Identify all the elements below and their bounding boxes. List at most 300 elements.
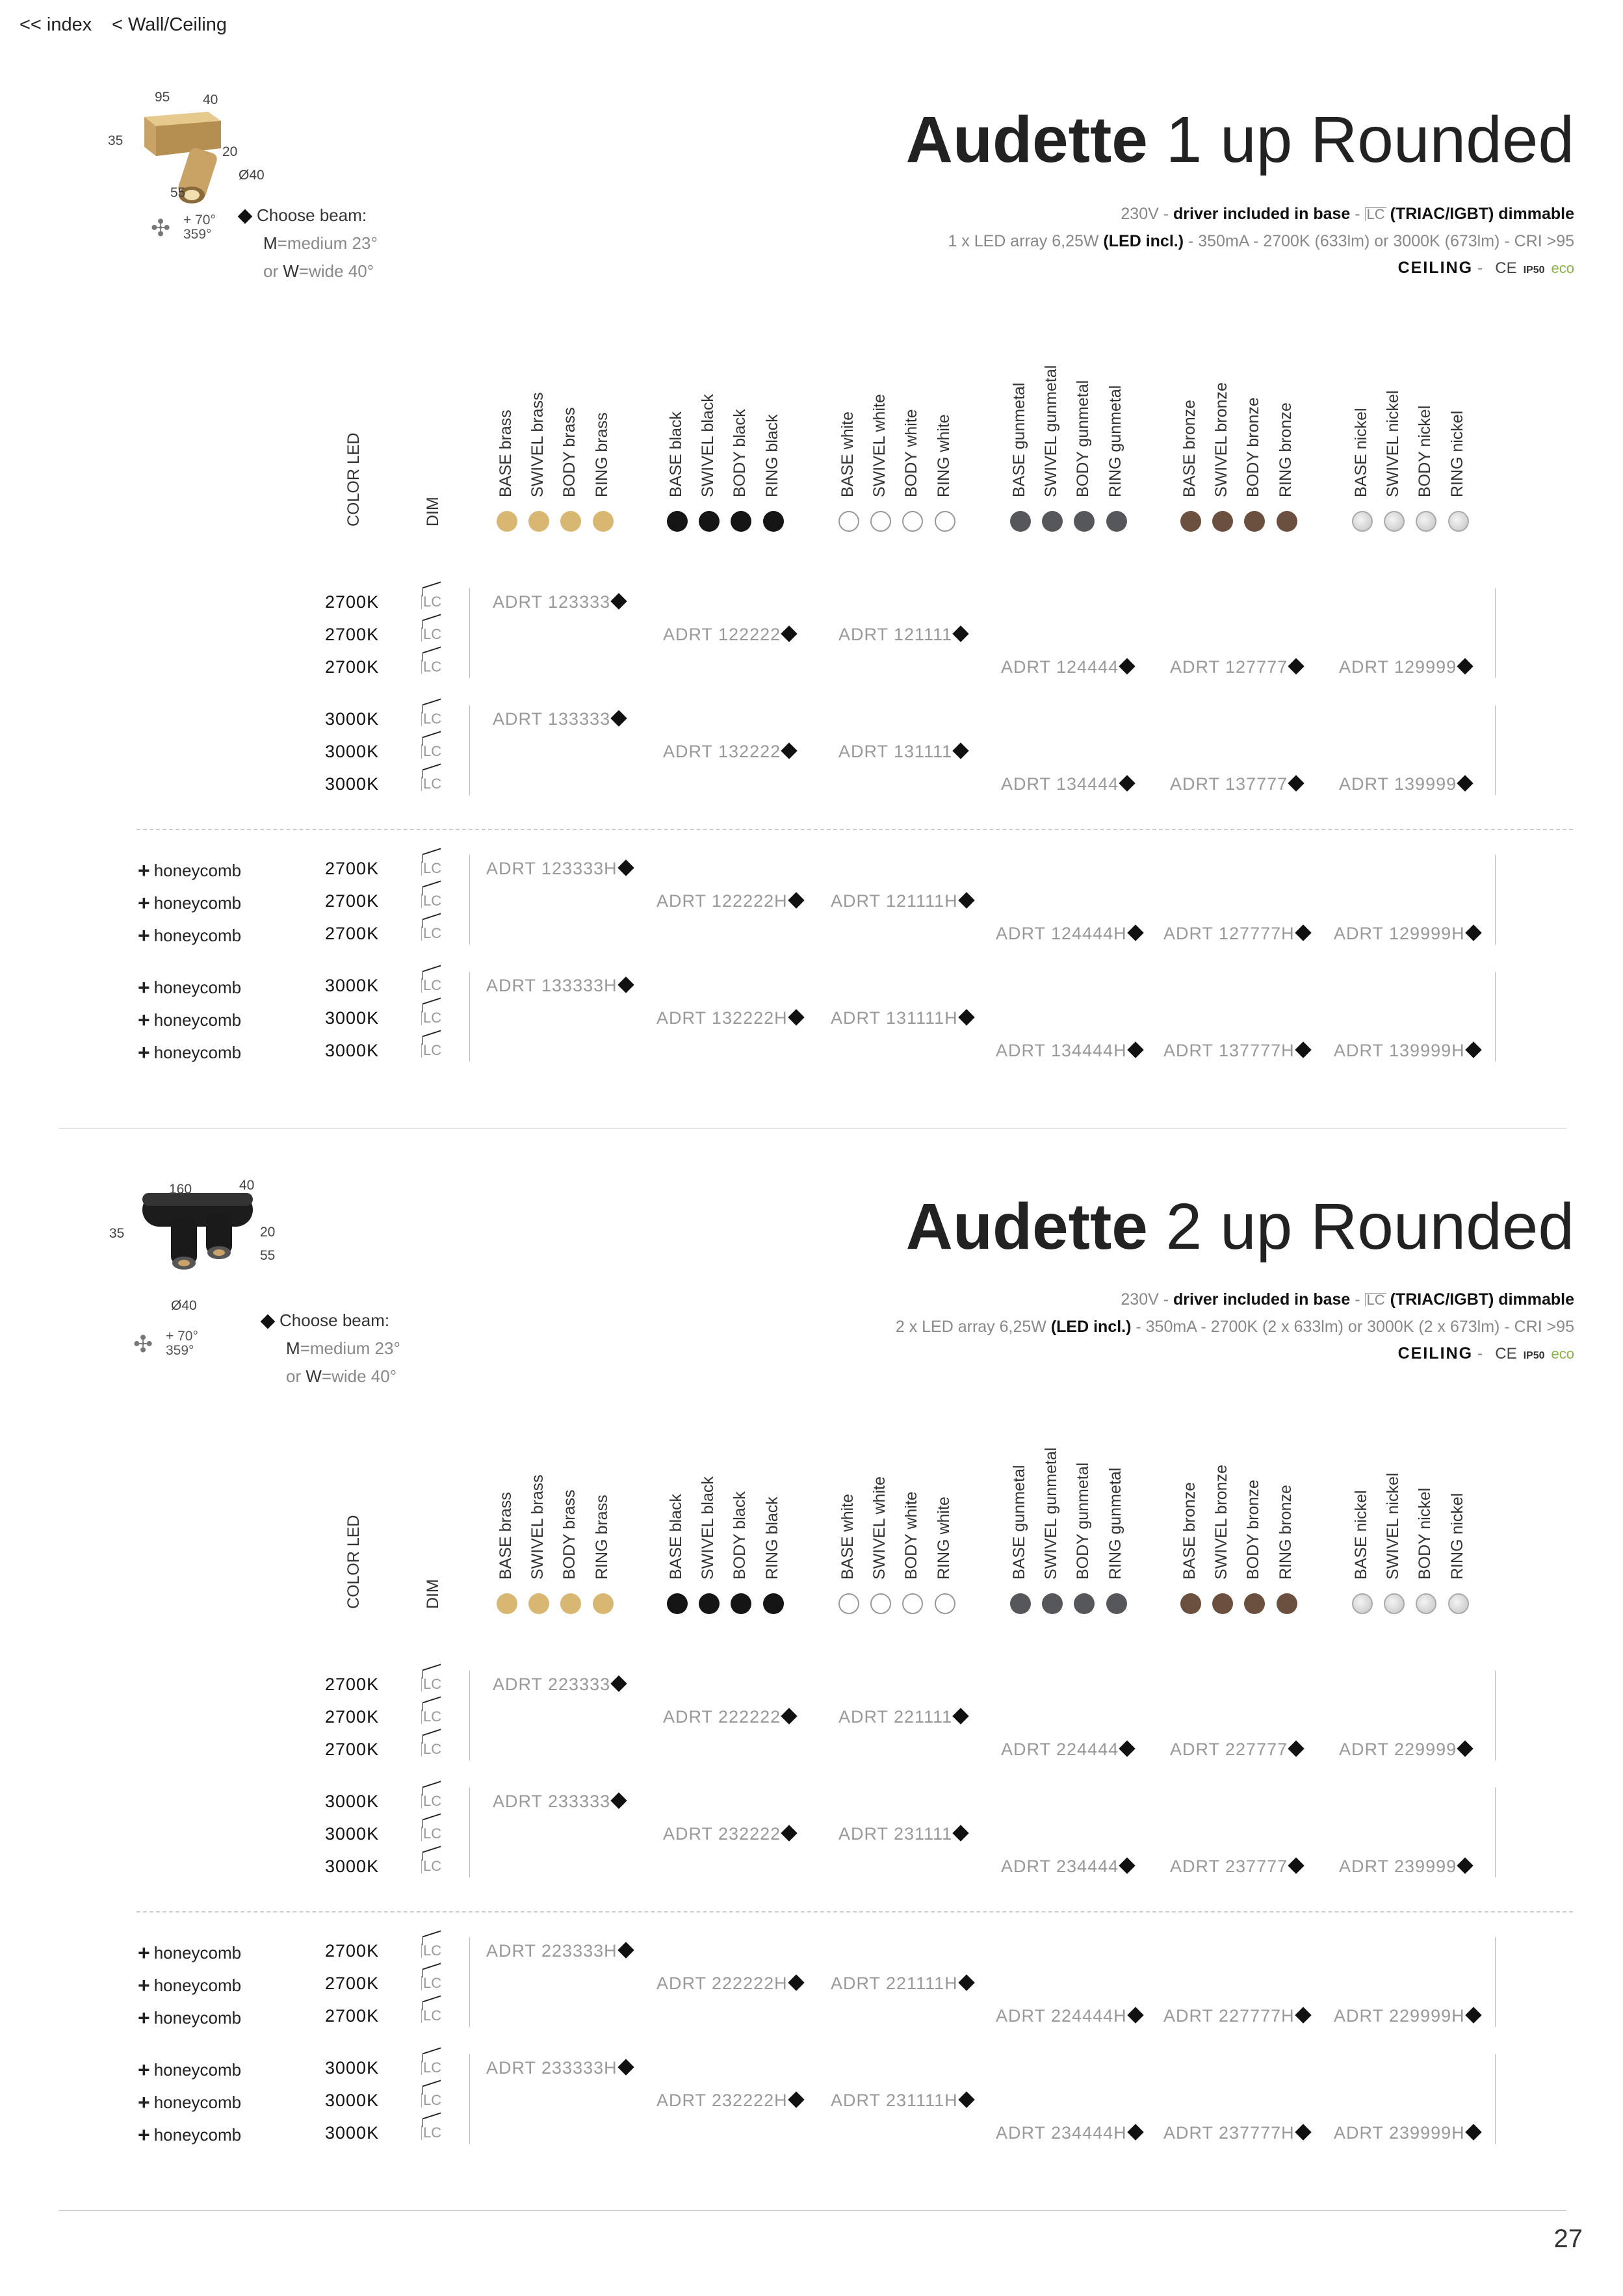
article-code[interactable] xyxy=(1163,1041,1309,1061)
swatch-bronze xyxy=(1277,1593,1297,1614)
honeycomb-text: honeycomb xyxy=(153,1010,242,1030)
lc-icon: LC xyxy=(1365,1293,1386,1307)
swatch-bronze xyxy=(1212,1593,1233,1614)
diamond-icon xyxy=(610,1675,627,1691)
swatch-brass xyxy=(497,1593,517,1614)
header-black-1: SWIVEL black xyxy=(699,1476,717,1580)
lc-dim-text: LC xyxy=(421,1827,441,1841)
spec-part: 2 x LED array 6,25W xyxy=(895,1318,1051,1336)
spec-led xyxy=(896,1318,1574,1337)
article-code[interactable] xyxy=(493,1792,625,1812)
product-title-bold: Audette xyxy=(905,103,1148,176)
article-code[interactable] xyxy=(663,1824,795,1844)
header-nickel-2: BODY nickel xyxy=(1416,1487,1434,1580)
article-code[interactable] xyxy=(656,891,802,911)
plus-icon: + xyxy=(138,1941,150,1964)
plus-icon: + xyxy=(138,976,150,999)
header-gunmetal-2: BODY gunmetal xyxy=(1074,1462,1092,1580)
swatch-black xyxy=(699,511,720,532)
article-code[interactable] xyxy=(838,742,967,762)
header-white-2: BODY white xyxy=(902,1491,920,1580)
article-code[interactable] xyxy=(838,625,967,645)
article-code[interactable] xyxy=(493,1675,625,1695)
article-code-text: ADRT 133333 xyxy=(493,709,611,729)
spec-ceiling: CEILING xyxy=(1397,259,1474,277)
diamond-icon xyxy=(952,742,968,759)
color-temperature: 3000K xyxy=(325,1857,380,1876)
article-code-text: ADRT 131111H xyxy=(831,1008,958,1028)
honeycomb-text: honeycomb xyxy=(153,2060,242,2080)
lc-dim-icon xyxy=(421,1849,442,1877)
diamond-icon xyxy=(781,625,797,642)
article-code[interactable] xyxy=(656,2091,802,2111)
article-code-text: ADRT 133333H xyxy=(486,976,617,995)
color-temperature: 3000K xyxy=(325,2123,380,2143)
header-bronze-0: BASE bronze xyxy=(1180,399,1199,497)
article-code[interactable] xyxy=(1334,2123,1479,2143)
lc-dim-icon xyxy=(421,1816,442,1845)
article-code[interactable] xyxy=(996,1041,1141,1061)
article-code[interactable] xyxy=(1170,657,1302,677)
header-nickel-2: BODY nickel xyxy=(1416,405,1434,497)
swatch-nickel xyxy=(1448,511,1469,532)
article-code[interactable] xyxy=(996,924,1141,944)
diamond-icon xyxy=(238,209,253,224)
header-bronze-2: BODY bronze xyxy=(1244,397,1262,497)
honeycomb-separator xyxy=(136,1911,1573,1912)
header-brass-0: BASE brass xyxy=(497,410,515,497)
plus-icon: + xyxy=(138,859,150,882)
spec-led-incl: (LED incl.) xyxy=(1103,232,1184,250)
lc-dim-icon xyxy=(421,649,442,678)
article-code-text: ADRT 223333H xyxy=(486,1941,617,1961)
spec-driver: driver included in base xyxy=(1173,1290,1351,1309)
color-temperature: 2700K xyxy=(325,1675,380,1694)
lc-dim-text: LC xyxy=(421,1859,441,1873)
group-divider-left xyxy=(469,588,470,678)
swatch-brass xyxy=(497,511,517,532)
article-code[interactable] xyxy=(1339,774,1471,794)
beam-options xyxy=(237,202,378,285)
color-temperature: 2700K xyxy=(325,891,380,911)
group-divider-left xyxy=(469,2054,470,2144)
page-number: 27 xyxy=(1553,2224,1583,2253)
article-code[interactable] xyxy=(1170,1857,1302,1877)
honeycomb-label xyxy=(138,976,241,1000)
diamond-icon xyxy=(1295,924,1311,941)
plus-icon: + xyxy=(138,1008,150,1032)
diamond-icon xyxy=(1288,1740,1304,1756)
honeycomb-label xyxy=(138,891,241,915)
article-code[interactable] xyxy=(1334,1041,1479,1061)
diamond-icon xyxy=(781,1708,797,1724)
color-temperature: 2700K xyxy=(325,657,380,677)
article-code-text: ADRT 224444 xyxy=(1001,1740,1119,1759)
spec-led-incl: (LED incl.) xyxy=(1050,1318,1132,1336)
group-divider-left xyxy=(469,972,470,1062)
article-code-text: ADRT 227777H xyxy=(1163,2006,1295,2026)
diamond-icon xyxy=(1288,658,1304,674)
diamond-icon xyxy=(958,2091,974,2107)
diamond-icon xyxy=(781,1825,797,1841)
article-code-text: ADRT 129999H xyxy=(1334,924,1465,943)
header-white-0: BASE white xyxy=(838,1493,857,1580)
color-temperature: 2700K xyxy=(325,1740,380,1759)
lc-dim-text: LC xyxy=(421,1677,441,1691)
color-temperature: 3000K xyxy=(325,709,380,729)
swatch-nickel xyxy=(1448,1593,1469,1614)
article-code-text: ADRT 127777 xyxy=(1170,657,1288,677)
header-brass-3: RING brass xyxy=(593,1494,611,1580)
spec-part: - xyxy=(1350,1290,1365,1309)
diamond-icon xyxy=(1465,924,1481,941)
group-divider-left xyxy=(469,855,470,945)
group-divider-right xyxy=(1495,2054,1496,2144)
plus-icon: + xyxy=(138,924,150,947)
article-code-text: ADRT 229999H xyxy=(1334,2006,1465,2026)
header-dim: DIM xyxy=(424,497,442,527)
swatch-brass xyxy=(528,511,549,532)
article-code-text: ADRT 229999 xyxy=(1339,1740,1457,1759)
color-temperature: 3000K xyxy=(325,1824,380,1844)
lc-dim-icon xyxy=(421,1033,442,1062)
header-gunmetal-3: RING gunmetal xyxy=(1106,385,1124,497)
article-code[interactable] xyxy=(493,592,625,612)
ip-rating: IP50 xyxy=(1523,265,1545,276)
diamond-icon xyxy=(958,1974,974,1990)
article-code[interactable] xyxy=(486,2058,632,2078)
diamond-icon xyxy=(1295,2124,1311,2140)
article-code-text: ADRT 234444H xyxy=(996,2123,1127,2143)
spec-driver: driver included in base xyxy=(1173,205,1351,223)
article-code[interactable] xyxy=(1163,2006,1309,2026)
group-divider-right xyxy=(1495,1937,1496,2027)
article-code[interactable] xyxy=(486,859,632,879)
lc-dim-text: LC xyxy=(421,2093,441,2107)
article-code[interactable] xyxy=(996,2006,1141,2026)
beam-wide xyxy=(237,257,378,285)
lc-dim-icon xyxy=(421,1699,442,1728)
diamond-icon xyxy=(1127,2007,1143,2023)
article-code-text: ADRT 139999 xyxy=(1339,774,1457,794)
product-image-2up xyxy=(140,1180,257,1284)
color-temperature: 2700K xyxy=(325,1974,380,1993)
beam-title xyxy=(260,1307,400,1335)
article-code[interactable] xyxy=(1339,1857,1471,1877)
index-link[interactable]: << index xyxy=(19,14,92,35)
swatch-brass xyxy=(560,1593,581,1614)
header-gunmetal-1: SWIVEL gunmetal xyxy=(1042,365,1060,497)
article-code[interactable] xyxy=(1001,774,1133,794)
header-brass-1: SWIVEL brass xyxy=(528,392,547,497)
diamond-icon xyxy=(952,1708,968,1724)
diamond-icon xyxy=(617,1942,634,1958)
header-white-2: BODY white xyxy=(902,409,920,497)
header-gunmetal-3: RING gunmetal xyxy=(1106,1467,1124,1580)
lc-dim-text: LC xyxy=(421,861,441,876)
swatch-brass xyxy=(528,1593,549,1614)
swatch-bronze xyxy=(1212,511,1233,532)
honeycomb-text: honeycomb xyxy=(153,978,242,997)
article-code[interactable] xyxy=(1170,774,1302,794)
header-nickel-1: SWIVEL nickel xyxy=(1384,390,1402,497)
spec-part: - 350mA - 2700K (633lm) or 3000K (673lm) - CRI >95 xyxy=(1184,232,1574,250)
dimension-label: 95 xyxy=(155,90,170,105)
diamond-icon xyxy=(1465,1041,1481,1058)
plus-icon: + xyxy=(138,2006,150,2029)
article-code[interactable] xyxy=(486,976,632,996)
dimension-label: 40 xyxy=(203,92,218,107)
eco-icon: eco xyxy=(1551,260,1574,276)
beam-wide-value: =wide 40° xyxy=(298,261,374,281)
article-code-text: ADRT 134444H xyxy=(996,1041,1127,1060)
diamond-icon xyxy=(617,859,634,876)
article-code[interactable] xyxy=(838,1824,967,1844)
lc-icon: LC xyxy=(1365,207,1386,221)
article-code-text: ADRT 122222 xyxy=(663,625,781,644)
lc-dim-text: LC xyxy=(421,978,441,993)
article-code[interactable] xyxy=(1001,1857,1133,1877)
header-bronze-0: BASE bronze xyxy=(1180,1481,1199,1580)
honeycomb-label xyxy=(138,1041,241,1065)
lc-dim-icon xyxy=(421,916,442,945)
swatch-nickel xyxy=(1384,511,1405,532)
diamond-icon xyxy=(788,1974,804,1990)
header-brass-3: RING brass xyxy=(593,412,611,497)
swatch-nickel xyxy=(1416,1593,1436,1614)
color-temperature: 2700K xyxy=(325,2006,380,2026)
swatch-bronze xyxy=(1244,511,1265,532)
diamond-icon xyxy=(788,1009,804,1025)
product-title xyxy=(905,103,1574,176)
diamond-icon xyxy=(1295,2007,1311,2023)
dimension-label: 20 xyxy=(222,144,238,159)
lc-dim-icon xyxy=(421,1933,442,1962)
beam-wide-key: W xyxy=(283,261,299,281)
rotation-tilt: + 70° xyxy=(166,1329,198,1344)
article-code-text: ADRT 234444 xyxy=(1001,1857,1119,1876)
article-code-text: ADRT 222222 xyxy=(663,1707,781,1727)
section-divider xyxy=(58,2210,1566,2211)
group-divider-right xyxy=(1495,1671,1496,1760)
swatch-gunmetal xyxy=(1106,1593,1127,1614)
article-code-text: ADRT 231111H xyxy=(831,2091,958,2110)
header-brass-0: BASE brass xyxy=(497,1492,515,1580)
plus-icon: + xyxy=(138,2058,150,2081)
spec-dimmable: (TRIAC/IGBT) dimmable xyxy=(1390,1290,1574,1309)
article-code-text: ADRT 221111 xyxy=(838,1707,953,1727)
header-black-0: BASE black xyxy=(667,411,685,497)
swatch-gunmetal xyxy=(1106,511,1127,532)
swatch-nickel xyxy=(1384,1593,1405,1614)
article-code-text: ADRT 233333H xyxy=(486,2058,617,2078)
article-code-text: ADRT 221111H xyxy=(831,1974,958,1993)
article-code[interactable] xyxy=(663,1707,795,1727)
lc-dim-text: LC xyxy=(421,777,441,791)
spec-part: 230V - xyxy=(1121,1290,1173,1309)
group-divider-left xyxy=(469,1788,470,1877)
lc-dim-text: LC xyxy=(421,2126,441,2140)
article-code[interactable] xyxy=(831,891,972,911)
product-title-rest: 2 up Rounded xyxy=(1165,1190,1574,1263)
article-code[interactable] xyxy=(656,1008,802,1028)
beam-medium xyxy=(260,1335,400,1363)
lc-dim-text: LC xyxy=(421,1944,441,1958)
article-code-text: ADRT 233333 xyxy=(493,1792,611,1811)
lc-dim-icon xyxy=(421,1966,442,1994)
article-code[interactable] xyxy=(996,2123,1141,2143)
article-code[interactable] xyxy=(663,625,795,645)
spec-ceiling: CEILING xyxy=(1397,1344,1474,1363)
honeycomb-text: honeycomb xyxy=(153,2093,242,2112)
article-code-text: ADRT 124444 xyxy=(1001,657,1119,677)
plus-icon: + xyxy=(138,1041,150,1064)
header-nickel-3: RING nickel xyxy=(1448,410,1466,497)
article-code-text: ADRT 223333 xyxy=(493,1675,611,1694)
dimension-label: 160 xyxy=(169,1182,192,1197)
header-nickel-1: SWIVEL nickel xyxy=(1384,1472,1402,1580)
swatch-bronze xyxy=(1180,511,1201,532)
article-code-text: ADRT 127777H xyxy=(1163,924,1295,943)
dimension-label: 55 xyxy=(260,1248,276,1263)
article-code-text: ADRT 124444H xyxy=(996,924,1127,943)
article-code[interactable] xyxy=(486,1941,632,1961)
diamond-icon xyxy=(958,892,974,908)
article-code[interactable] xyxy=(1001,657,1133,677)
color-temperature: 2700K xyxy=(325,924,380,943)
honeycomb-text: honeycomb xyxy=(153,926,242,945)
header-bronze-2: BODY bronze xyxy=(1244,1480,1262,1580)
article-code[interactable] xyxy=(831,1974,972,1994)
lc-dim-icon xyxy=(421,2115,442,2144)
article-code[interactable] xyxy=(1339,1740,1471,1760)
article-code-text: ADRT 121111 xyxy=(838,625,953,644)
header-nickel-0: BASE nickel xyxy=(1352,408,1370,497)
diamond-icon xyxy=(952,625,968,642)
article-code-text: ADRT 222222H xyxy=(656,1974,788,1993)
rotation-pan: 359° xyxy=(166,1343,194,1358)
diamond-icon xyxy=(1457,775,1473,791)
spec-part: 1 x LED array 6,25W xyxy=(948,232,1104,250)
header-gunmetal-0: BASE gunmetal xyxy=(1010,382,1028,497)
diamond-icon xyxy=(1295,1041,1311,1058)
eco-icon: eco xyxy=(1551,1346,1574,1362)
lc-dim-text: LC xyxy=(421,1710,441,1724)
diamond-icon xyxy=(610,1792,627,1808)
swatch-white xyxy=(935,1593,955,1614)
article-code-text: ADRT 131111 xyxy=(838,742,953,761)
swatch-white xyxy=(838,511,859,532)
lc-dim-icon xyxy=(421,584,442,613)
article-code[interactable] xyxy=(831,2091,972,2111)
honeycomb-text: honeycomb xyxy=(153,1043,242,1062)
diamond-icon xyxy=(1127,1041,1143,1058)
dimension-label: 35 xyxy=(109,1226,125,1241)
article-code[interactable] xyxy=(493,709,625,729)
honeycomb-text: honeycomb xyxy=(153,2008,242,2028)
header-black-2: BODY black xyxy=(731,409,749,497)
honeycomb-text: honeycomb xyxy=(153,861,242,880)
beam-title xyxy=(237,202,378,229)
article-code[interactable] xyxy=(656,1974,802,1994)
spec-part: - xyxy=(1350,205,1365,223)
header-color-led: COLOR LED xyxy=(344,1515,363,1609)
lc-dim-text: LC xyxy=(421,2009,441,2023)
article-code[interactable] xyxy=(1170,1740,1302,1760)
dimension-label: 35 xyxy=(108,133,123,148)
beam-medium-key: M xyxy=(286,1338,300,1358)
product-title-bold: Audette xyxy=(905,1190,1148,1263)
article-code[interactable] xyxy=(1334,924,1479,944)
article-code-text: ADRT 239999 xyxy=(1339,1857,1457,1876)
color-temperature: 3000K xyxy=(325,976,380,995)
product-section xyxy=(0,0,1623,1105)
lc-dim-text: LC xyxy=(421,2061,441,2075)
dimension-label: 20 xyxy=(260,1225,276,1240)
beam-wide-value: =wide 40° xyxy=(321,1366,397,1386)
beam-wide-prefix: or xyxy=(263,261,283,281)
article-code-text: ADRT 137777H xyxy=(1163,1041,1295,1060)
color-temperature: 2700K xyxy=(325,1941,380,1961)
article-code-text: ADRT 227777 xyxy=(1170,1740,1288,1759)
diamond-icon xyxy=(1119,775,1135,791)
rotation-tilt: + 70° xyxy=(183,213,216,228)
lc-dim-text: LC xyxy=(421,627,441,642)
color-temperature: 3000K xyxy=(325,742,380,761)
swatch-white xyxy=(902,511,923,532)
swatch-nickel xyxy=(1352,1593,1373,1614)
group-divider-right xyxy=(1495,705,1496,795)
header-gunmetal-2: BODY gunmetal xyxy=(1074,380,1092,497)
article-code[interactable] xyxy=(1163,2123,1309,2143)
spec-voltage xyxy=(1121,205,1574,224)
article-code[interactable] xyxy=(1339,657,1471,677)
article-code-text: ADRT 134444 xyxy=(1001,774,1119,794)
lc-dim-icon xyxy=(421,1000,442,1029)
lc-dim-text: LC xyxy=(421,894,441,908)
lc-dim-icon xyxy=(421,851,442,880)
rotation-info xyxy=(166,1329,198,1358)
color-temperature: 2700K xyxy=(325,592,380,612)
diamond-icon xyxy=(1119,658,1135,674)
wall-ceiling-link[interactable]: < Wall/Ceiling xyxy=(112,14,227,35)
article-code[interactable] xyxy=(1001,1740,1133,1760)
swatch-black xyxy=(731,511,751,532)
article-code-text: ADRT 231111 xyxy=(838,1824,953,1844)
ce-mark-icon: CE xyxy=(1495,1345,1517,1363)
beam-wide xyxy=(260,1363,400,1390)
article-code-text: ADRT 122222H xyxy=(656,891,788,911)
article-code[interactable] xyxy=(1334,2006,1479,2026)
lc-dim-icon xyxy=(421,766,442,795)
diamond-icon xyxy=(1119,1857,1135,1873)
article-code-text: ADRT 237777 xyxy=(1170,1857,1288,1876)
color-temperature: 2700K xyxy=(325,1707,380,1727)
group-divider-right xyxy=(1495,1788,1496,1877)
article-code[interactable] xyxy=(838,1707,967,1727)
article-code[interactable] xyxy=(663,742,795,762)
beam-medium xyxy=(237,229,378,257)
lc-dim-text: LC xyxy=(421,595,441,609)
article-code-text: ADRT 123333 xyxy=(493,592,611,612)
color-temperature: 3000K xyxy=(325,2058,380,2078)
swatch-gunmetal xyxy=(1074,1593,1095,1614)
article-code[interactable] xyxy=(1163,924,1309,944)
swatch-black xyxy=(667,1593,688,1614)
swatch-white xyxy=(935,511,955,532)
color-temperature: 3000K xyxy=(325,1041,380,1060)
article-code[interactable] xyxy=(831,1008,972,1028)
